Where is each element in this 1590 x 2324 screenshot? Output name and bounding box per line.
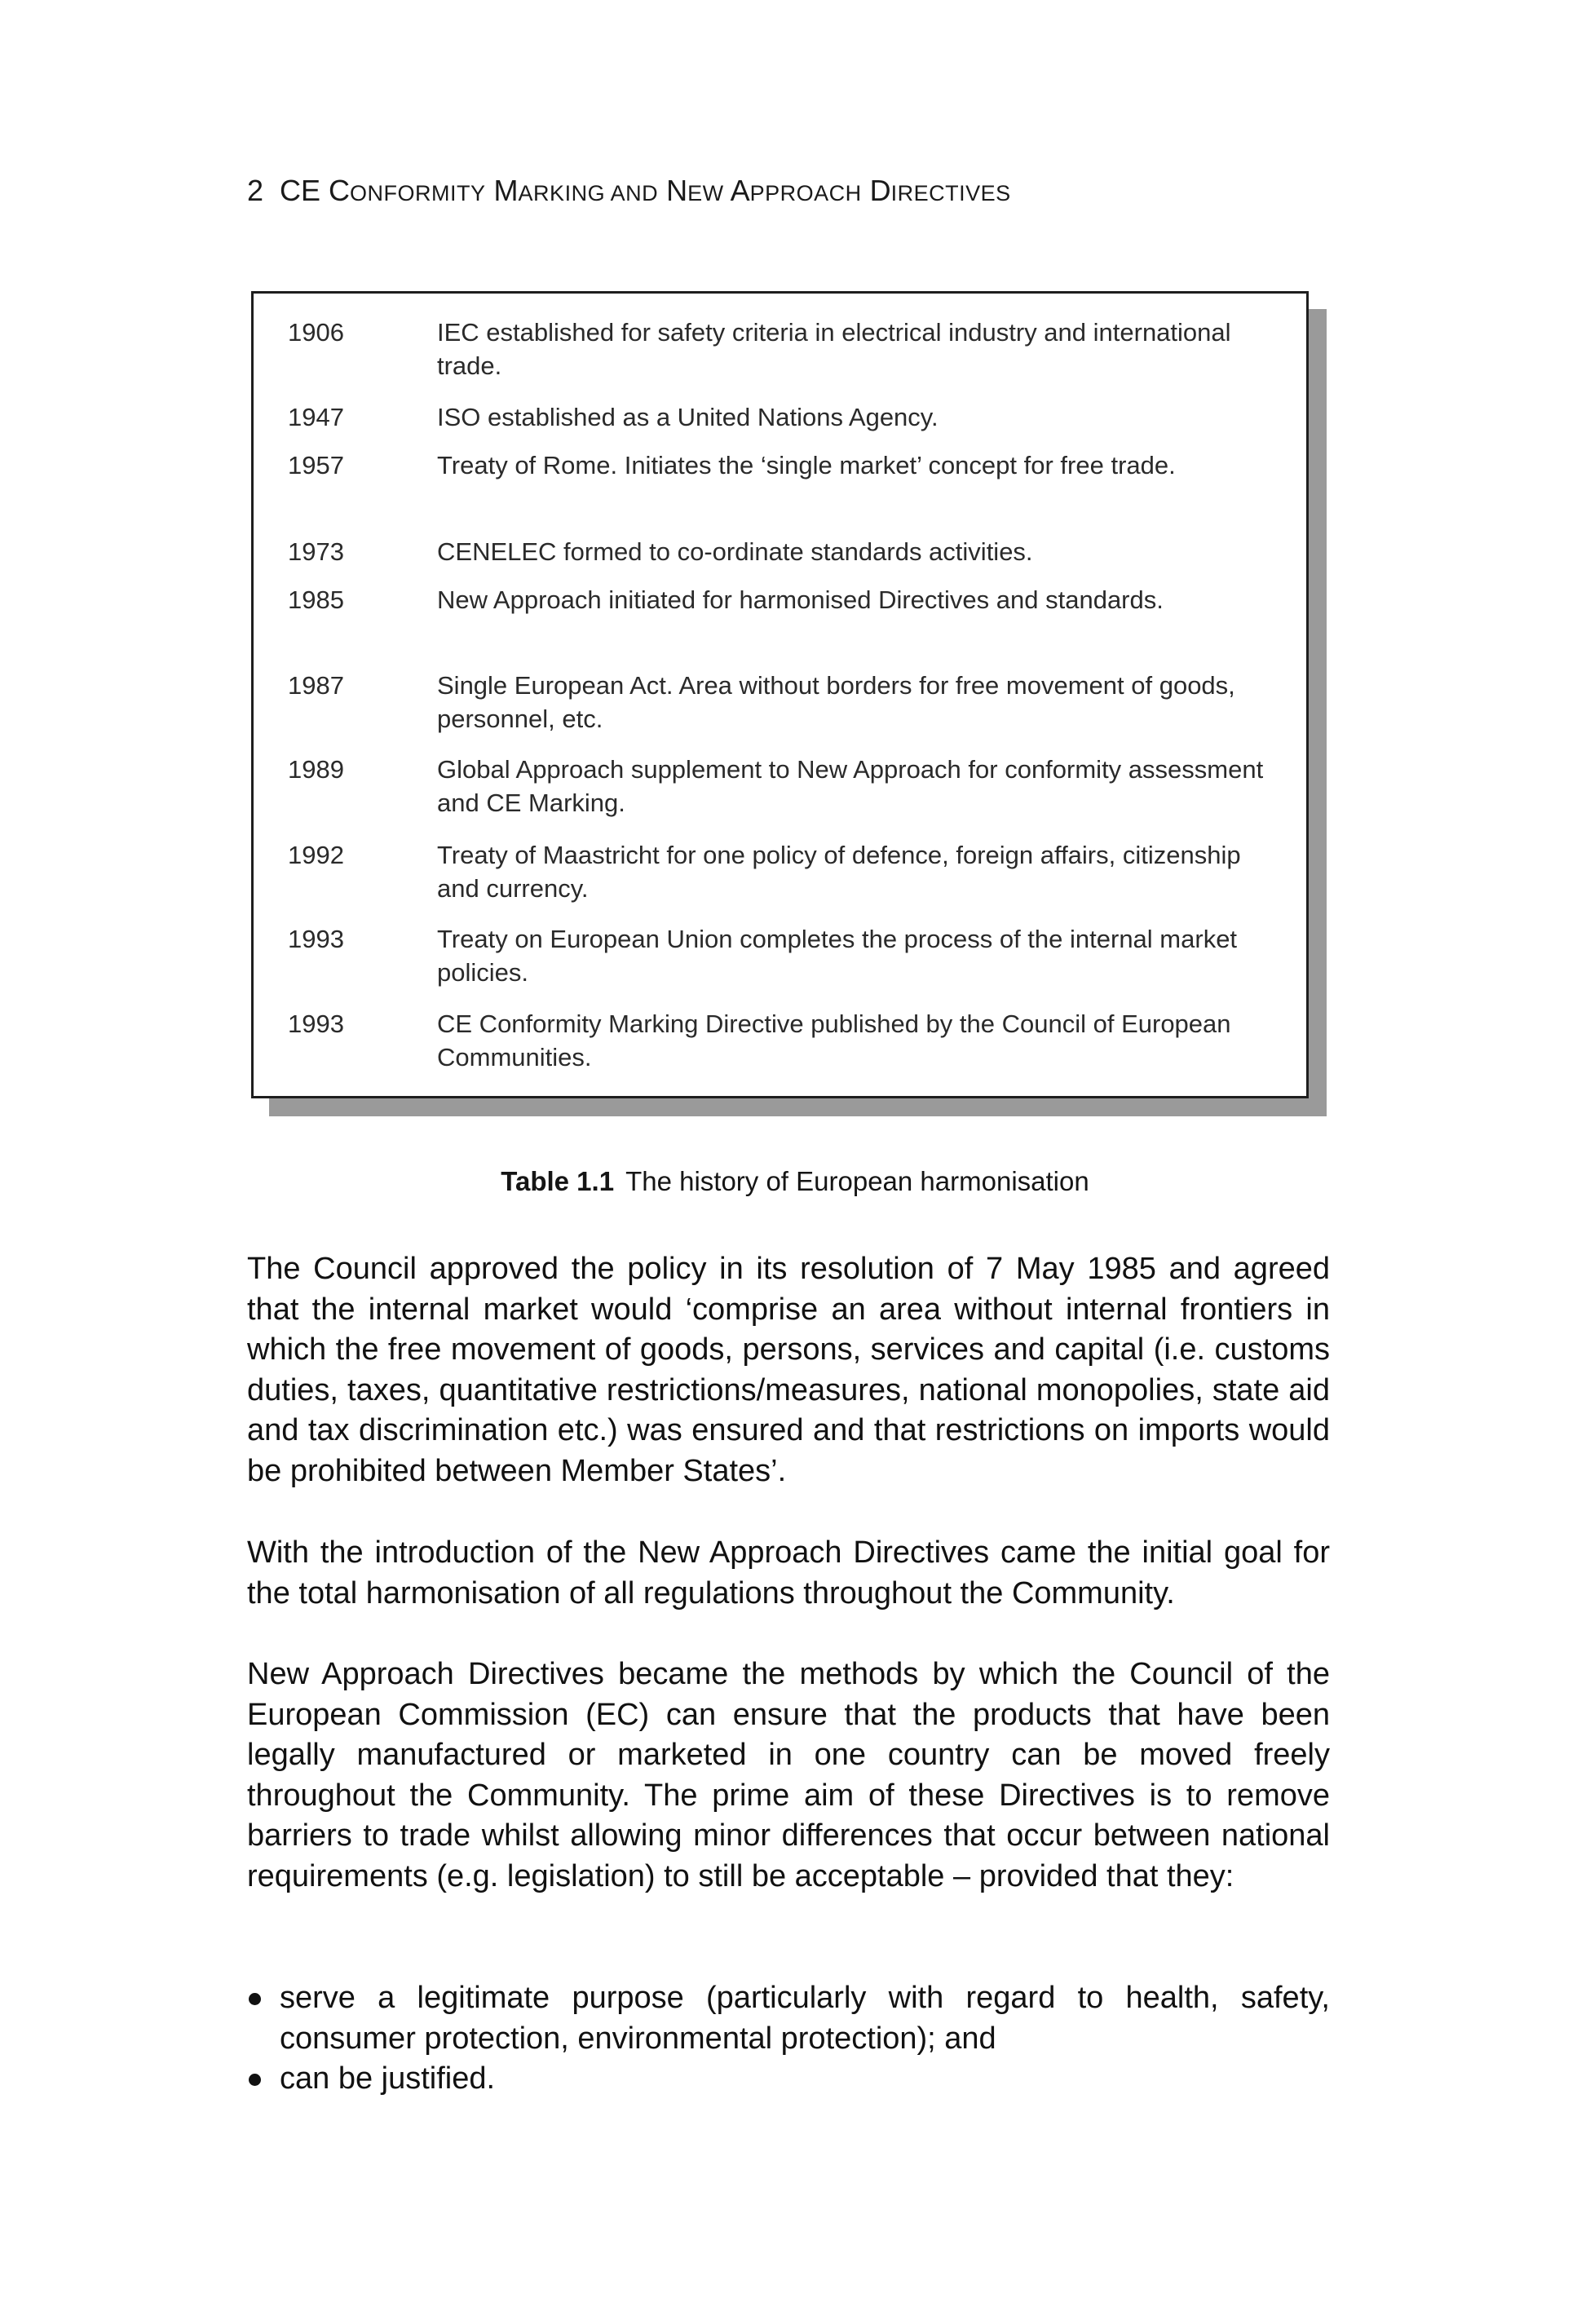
row-event: Single European Act. Area without borders for free movement of goods, personnel, etc. bbox=[437, 671, 1235, 733]
conditions-list bbox=[247, 1978, 1330, 2100]
row-year: 1947 bbox=[288, 403, 344, 431]
list-item-text: can be justified. bbox=[280, 2061, 496, 2096]
title-part: ARKING AND bbox=[518, 181, 659, 205]
row-event: Treaty of Rome. Initiates the ‘single market’ concept for free trade. bbox=[437, 451, 1176, 479]
title-part: ONFORMITY bbox=[350, 181, 486, 205]
title-part: PPROACH bbox=[749, 181, 862, 205]
title-part: EW bbox=[687, 181, 724, 205]
table-caption bbox=[0, 1164, 1590, 1199]
table-shadow-bottom bbox=[269, 1098, 1327, 1116]
body-paragraph-1: The Council approved the policy in its resolution of 7 May 1985 and agreed that the internal market would ‘comprise an area without internal frontiers in which the free movement of goods, persons, services and capital (i.e. customs duties, taxes, quantitative restrictions/measures, national monopolies, state aid and tax discrimination etc.) was ensured and that restrictions on imports would be prohibited between Member States’. bbox=[247, 1252, 1330, 1488]
row-year: 1993 bbox=[288, 925, 344, 953]
running-head-title bbox=[280, 174, 1011, 207]
row-year: 1906 bbox=[288, 318, 344, 347]
row-year: 1973 bbox=[288, 537, 344, 566]
row-year: 1987 bbox=[288, 671, 344, 700]
row-event: CE Conformity Marking Directive published by the Council of European Communities. bbox=[437, 1010, 1231, 1071]
page-number: 2 bbox=[247, 174, 264, 207]
row-year: 1989 bbox=[288, 755, 344, 784]
title-part: M bbox=[485, 174, 519, 207]
list-item-text: serve a legitimate purpose (particularly with regard to health, safety, consumer protection, environmental protection); and bbox=[280, 1981, 1330, 2056]
caption-text: The history of European harmonisation bbox=[625, 1166, 1089, 1196]
history-table bbox=[251, 291, 1309, 1098]
row-event: CENELEC formed to co-ordinate standards activities. bbox=[437, 537, 1033, 566]
running-head bbox=[247, 173, 1011, 211]
row-event: Global Approach supplement to New Approach for conformity assessment and CE Marking. bbox=[437, 755, 1264, 817]
row-event: ISO established as a United Nations Agency. bbox=[437, 403, 939, 431]
row-year: 1993 bbox=[288, 1010, 344, 1038]
body-paragraph-2: With the introduction of the New Approach Directives came the initial goal for the total harmonisation of all regulations throughout the Community. bbox=[247, 1535, 1330, 1610]
row-year: 1985 bbox=[288, 585, 344, 614]
bullet-icon bbox=[249, 1993, 261, 2005]
caption-label: Table 1.1 bbox=[501, 1166, 615, 1196]
row-event: IEC established for safety criteria in electrical industry and international trade. bbox=[437, 318, 1231, 380]
row-event: Treaty on European Union completes the process of the internal market policies. bbox=[437, 925, 1238, 987]
title-part: IRECTIVES bbox=[890, 181, 1011, 205]
list-item bbox=[247, 2059, 1330, 2100]
title-part: CE bbox=[280, 174, 321, 207]
row-event: New Approach initiated for harmonised Directives and standards. bbox=[437, 585, 1164, 614]
body-paragraph-3: New Approach Directives became the methods by which the Council of the European Commission (EC) can ensure that the products that have been legally manufactured or marketed in one country can be moved freely throughout the Community. The prime aim of these Directives is to remove barriers to trade whilst allowing minor differences that occur between national requirements (e.g. legislation) to still be acceptable – provided that they: bbox=[247, 1657, 1330, 1893]
list-item bbox=[247, 1978, 1330, 2059]
table-shadow-right bbox=[1309, 309, 1327, 1116]
title-part: D bbox=[861, 174, 891, 207]
row-year: 1992 bbox=[288, 841, 344, 869]
row-event: Treaty of Maastricht for one policy of defence, foreign affairs, citizenship and currency. bbox=[437, 841, 1241, 903]
title-part: N bbox=[658, 174, 688, 207]
title-part: C bbox=[320, 174, 351, 207]
bullet-icon bbox=[249, 2074, 261, 2086]
title-part: A bbox=[723, 174, 750, 207]
row-year: 1957 bbox=[288, 451, 344, 479]
